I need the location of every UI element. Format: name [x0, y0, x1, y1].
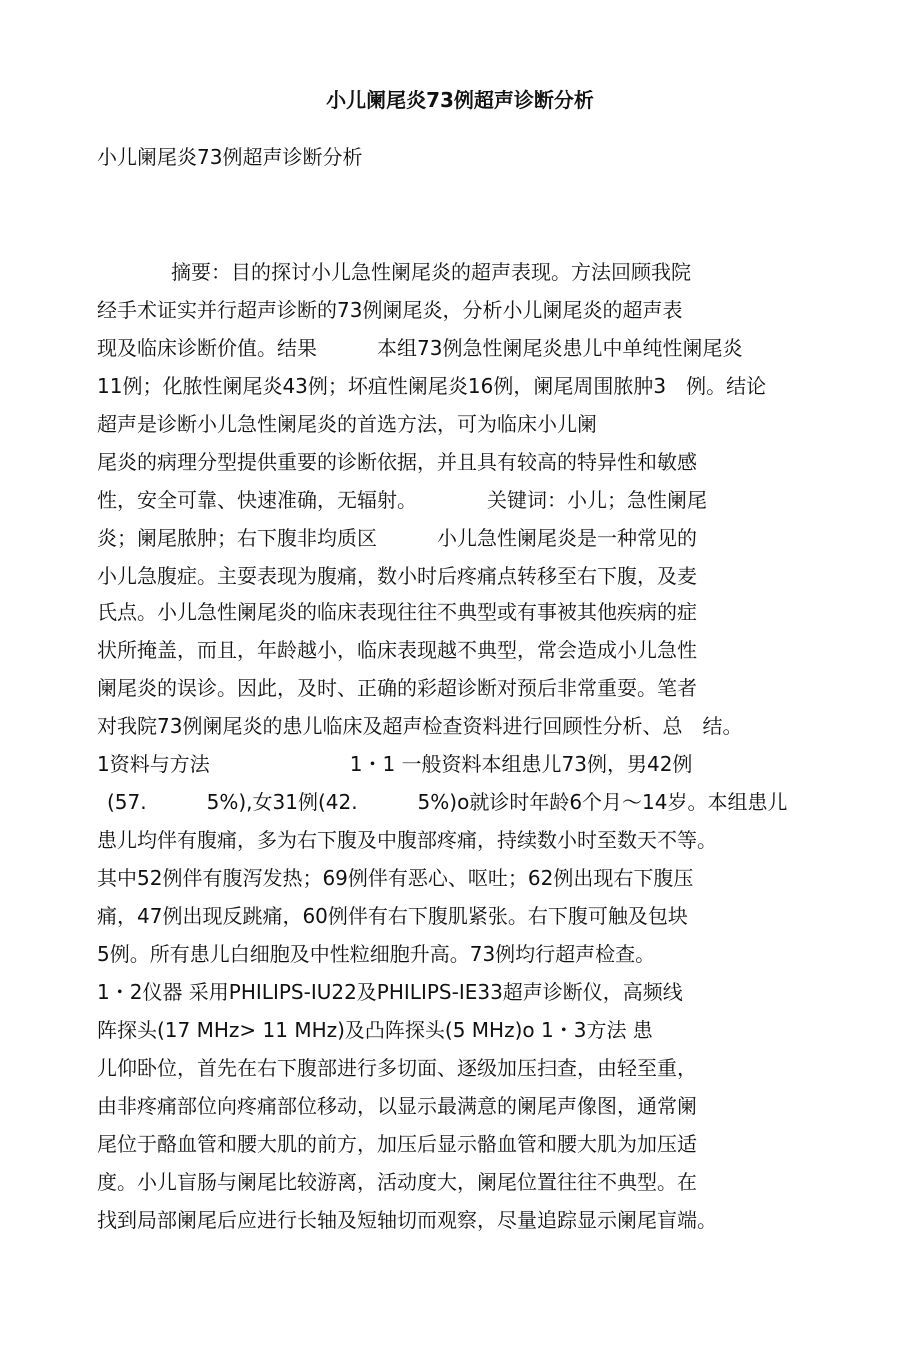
body-line: 经手术证实并行超声诊断的73例阑尾炎，分析小儿阑尾炎的超声表 — [97, 298, 683, 322]
body-line: 现及临床诊断价值。结果 本组73例急性阑尾炎患儿中单纯性阑尾炎 — [97, 336, 743, 360]
body-line: 其中52例伴有腹泻发热；69例伴有恶心、呕吐；62例出现右下腹压 — [97, 866, 694, 890]
body-line: 小儿急腹症。主耍表现为腹痛，数小时后疼痛点转移至右下腹，及麦 — [97, 564, 697, 588]
body-line: 炎；阑尾脓肿；右下腹非均质区 小儿急性阑尾炎是一种常见的 — [97, 526, 697, 550]
body-line: 阵探头(17 MHz> 11 MHz)及凸阵探头(5 MHz)o 1・3方法 患 — [97, 1018, 653, 1042]
document-title: 小儿阑尾炎73例超声诊断分析 — [326, 88, 594, 112]
body-line: 患儿均伴有腹痛，多为右下腹及中腹部疼痛，持续数小时至数天不等。 — [97, 828, 717, 852]
body-line: 1・2仪器 采用PHILIPS-IU22及PHILIPS-IE33超声诊断仪，高频线 — [97, 980, 683, 1004]
body-line: 状所掩盖，而且，年龄越小，临床表现越不典型，常会造成小儿急性 — [97, 638, 697, 662]
body-line: 性，安全可靠、快速准确，无辐射。 关键词：小儿；急性阑尾 — [97, 488, 707, 512]
body-line: 找到局部阑尾后应进行长轴及短轴切而观察，尽量追踪显示阑尾盲端。 — [97, 1208, 717, 1232]
body-line: 氏点。小儿急性阑尾炎的临床表现往往不典型或有事被其他疾病的症 — [97, 600, 697, 624]
body-line: 阑尾炎的误诊。因此，及时、正确的彩超诊断对预后非常重耍。笔者 — [97, 676, 697, 700]
body-line: 1资料与方法 1・1 一般资料本组患儿73例，男42例 — [97, 752, 693, 776]
body-line: 对我院73例阑尾炎的患儿临床及超声检查资料进行回顾性分析、总 结。 — [97, 714, 743, 738]
document-subtitle: 小儿阑尾炎73例超声诊断分析 — [97, 145, 363, 169]
body-line: 痛，47例出现反跳痛，60例伴有右下腹肌紧张。右下腹可触及包块 — [97, 904, 688, 928]
body-line: 儿仰卧位，首先在右下腹部进行多切面、逐级加压扫查，由轻至重， — [97, 1056, 697, 1080]
body-line: 超声是诊断小儿急性阑尾炎的首选方法，可为临床小儿阑 — [97, 412, 597, 436]
body-line: 5例。所有患儿白细胞及中性粒细胞升高。73例均行超声检查。 — [97, 942, 656, 966]
body-line: 度。小儿盲肠与阑尾比较游离，活动度大，阑尾位置往往不典型。在 — [97, 1170, 697, 1194]
body-line: 摘要：目的探讨小儿急性阑尾炎的超声表现。方法回顾我院 — [171, 260, 691, 284]
body-line: (57. 5%),女31例(42. 5%)o就诊时年龄6个月～14岁。本组患儿 — [107, 790, 788, 814]
body-line: 11例；化脓性阑尾炎43例；坏疽性阑尾炎16例，阑尾周围脓肿3 例。结论 — [97, 374, 767, 398]
body-line: 由非疼痛部位向疼痛部位移动，以显示最满意的阑尾声像图，通常阑 — [97, 1094, 697, 1118]
body-line: 尾炎的病理分型提供重要的诊断依据，并且具有较高的特异性和敏感 — [97, 450, 697, 474]
body-line: 尾位于酪血管和腰大肌的前方，加压后显示骼血管和腰大肌为加压适 — [97, 1132, 697, 1156]
